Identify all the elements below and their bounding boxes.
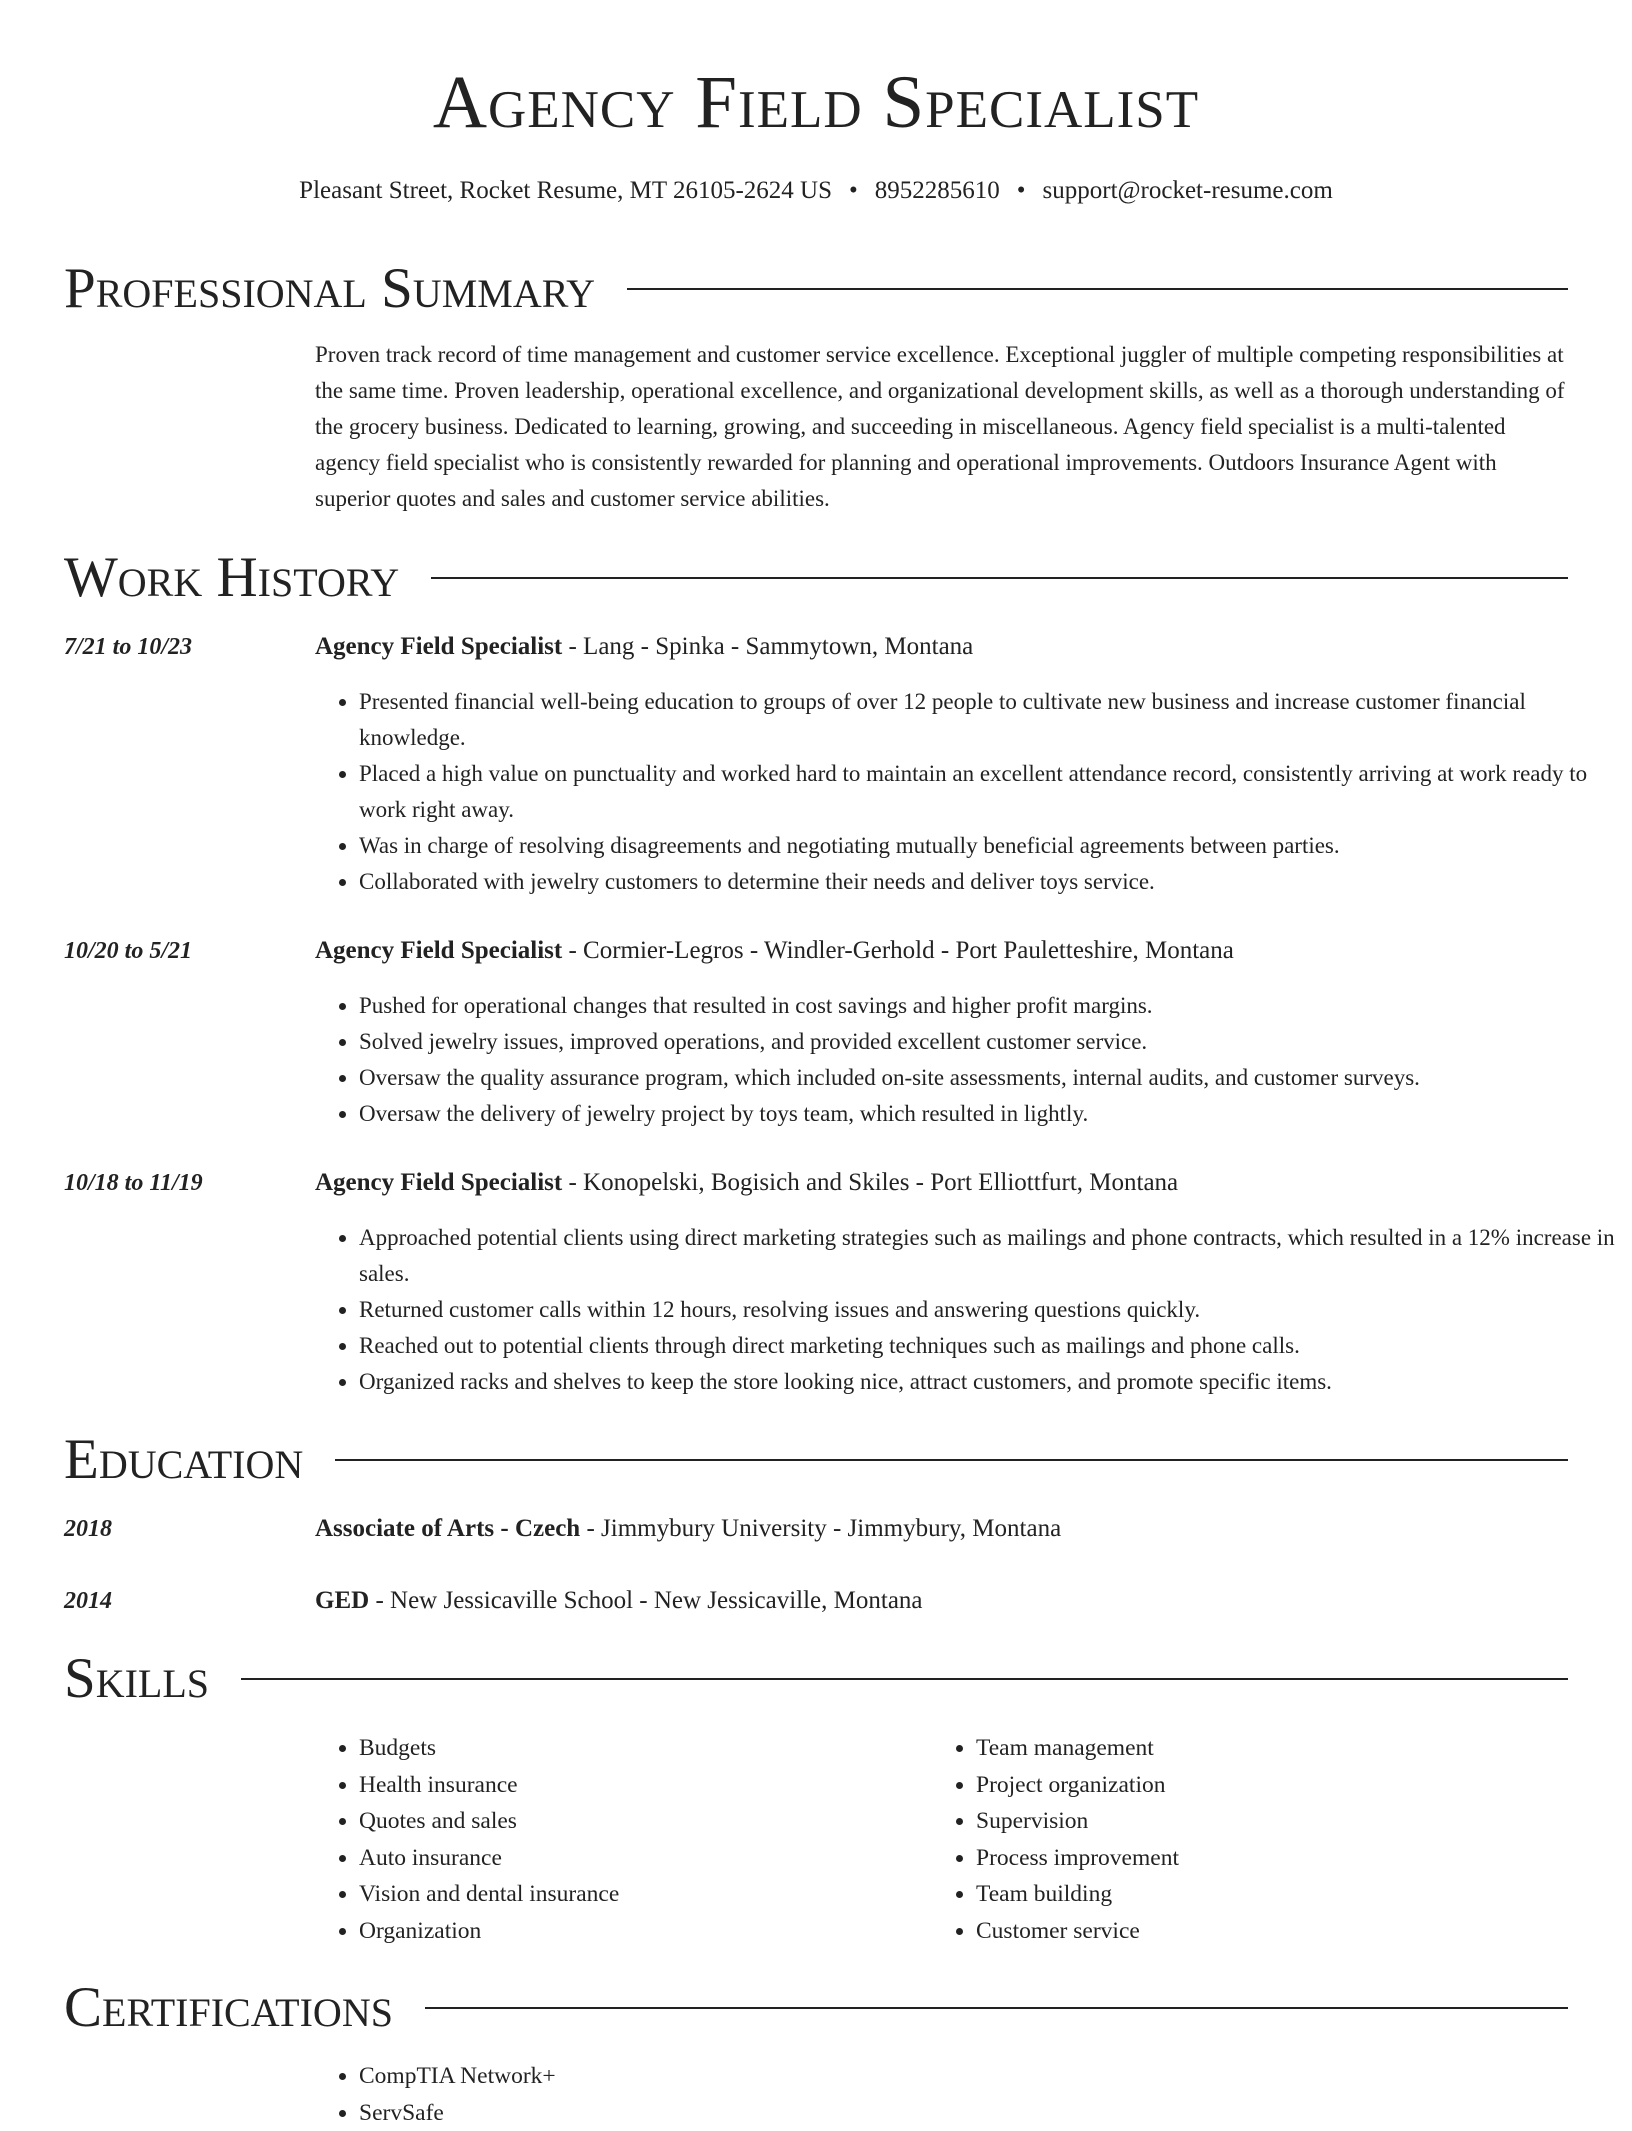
section-title-education [64, 1426, 1568, 1494]
school-details: - Jimmybury University - Jimmybury, Montana [580, 1515, 1061, 1542]
candidate-name: Agency Field Specialist [0, 58, 1632, 148]
section-divider [627, 288, 1568, 290]
list-item: • Collaborated with jewelry customers to determine their needs and deliver toys service. [359, 864, 1617, 900]
skills-list-left [315, 1730, 619, 1949]
job-heading [315, 629, 1575, 665]
job-title: Agency Field Specialist [315, 633, 562, 660]
job-bullets [315, 684, 1617, 900]
skills-list-right [932, 1730, 1179, 1949]
job-bullets [315, 1220, 1617, 1400]
section-title-skills [64, 1645, 1568, 1713]
education-year: 2014 [64, 1583, 112, 1619]
section-title-certifications [64, 1974, 1568, 2042]
section-divider [425, 2007, 1568, 2009]
skill-item: • Process improvement [976, 1840, 1179, 1877]
section-divider [241, 1678, 1568, 1680]
job-title: Agency Field Specialist [315, 937, 562, 964]
job-heading [315, 1165, 1575, 1201]
section-divider [335, 1459, 1568, 1461]
address: Pleasant Street, Rocket Resume, MT 26105-2624 US [299, 177, 832, 204]
list-item: • Organized racks and shelves to keep the store looking nice, attract customers, and promote specific items. [359, 1364, 1617, 1400]
skill-item: • Customer service [976, 1913, 1179, 1950]
section-title-work [64, 544, 1568, 612]
job-heading [315, 933, 1575, 969]
contact-line [0, 174, 1632, 208]
certification-item: • ServSafe [359, 2095, 556, 2131]
school-details: - New Jessicaville School - New Jessicaville, Montana [369, 1587, 922, 1614]
phone: 8952285610 [875, 177, 1000, 204]
list-item: • Was in charge of resolving disagreements and negotiating mutually beneficial agreements between parties. [359, 828, 1617, 864]
skill-item: • Project organization [976, 1767, 1179, 1804]
certifications-list [315, 2058, 556, 2131]
list-item: • Oversaw the quality assurance program, which included on-site assessments, internal audits, and customer surveys. [359, 1060, 1617, 1096]
job-title: Agency Field Specialist [315, 1169, 562, 1196]
skill-item: • Team management [976, 1730, 1179, 1767]
job-bullets [315, 988, 1617, 1132]
education-heading [315, 1583, 1575, 1619]
job-details: - Lang - Spinka - Sammytown, Montana [562, 633, 973, 660]
list-item: • Presented financial well-being education to groups of over 12 people to cultivate new business and increase customer financial knowledge. [359, 684, 1617, 756]
job-dates: 10/20 to 5/21 [64, 933, 192, 969]
skill-item: • Organization [359, 1913, 619, 1950]
summary-text: Proven track record of time management and customer service excellence. Exceptional juggler of multiple competing responsibilities at the same time. Proven leadership, operational excellence, and organizational development skills, as well as a thorough understanding of the grocery business. Dedicated to learning, growing, and succeeding in miscellaneous. Agency field specialist is a multi-talented agency field specialist who is consistently rewarded for planning and operational improvements. Outdoors Insurance Agent with superior quotes and sales and customer service abilities. [315, 337, 1570, 517]
list-item: • Oversaw the delivery of jewelry project by toys team, which resulted in lightly. [359, 1096, 1617, 1132]
degree: GED [315, 1587, 369, 1614]
job-details: - Konopelski, Bogisich and Skiles - Port Elliottfurt, Montana [562, 1169, 1178, 1196]
list-item: • Reached out to potential clients through direct marketing techniques such as mailings and phone calls. [359, 1328, 1617, 1364]
separator-dot: • [1017, 174, 1026, 208]
separator-dot: • [849, 174, 858, 208]
education-heading [315, 1511, 1575, 1547]
list-item: • Approached potential clients using direct marketing strategies such as mailings and phone contracts, which resulted in a 12% increase in sales. [359, 1220, 1617, 1292]
skill-item: • Team building [976, 1876, 1179, 1913]
skill-item: • Quotes and sales [359, 1803, 619, 1840]
section-title-text: Work History [64, 544, 399, 612]
job-dates: 10/18 to 11/19 [64, 1165, 203, 1201]
skill-item: • Supervision [976, 1803, 1179, 1840]
education-year: 2018 [64, 1511, 112, 1547]
job-details: - Cormier-Legros - Windler-Gerhold - Port Pauletteshire, Montana [562, 937, 1234, 964]
skill-item: • Health insurance [359, 1767, 619, 1804]
section-title-text: Education [64, 1426, 303, 1494]
certification-item: • CompTIA Network+ [359, 2058, 556, 2095]
job-dates: 7/21 to 10/23 [64, 629, 192, 665]
section-divider [431, 577, 1568, 579]
email: support@rocket-resume.com [1043, 177, 1333, 204]
list-item: • Pushed for operational changes that resulted in cost savings and higher profit margins. [359, 988, 1617, 1024]
section-title-text: Professional Summary [64, 255, 595, 323]
skill-item: • Vision and dental insurance [359, 1876, 619, 1913]
list-item: • Returned customer calls within 12 hours, resolving issues and answering questions quickly. [359, 1292, 1617, 1328]
section-title-summary [64, 255, 1568, 323]
section-title-text: Certifications [64, 1974, 393, 2042]
list-item: • Solved jewelry issues, improved operations, and provided excellent customer service. [359, 1024, 1617, 1060]
section-title-text: Skills [64, 1645, 209, 1713]
skill-item: • Auto insurance [359, 1840, 619, 1877]
degree: Associate of Arts - Czech [315, 1515, 580, 1542]
list-item: • Placed a high value on punctuality and worked hard to maintain an excellent attendance record, consistently arriving at work ready to work right away. [359, 756, 1617, 828]
skill-item: • Budgets [359, 1730, 619, 1767]
